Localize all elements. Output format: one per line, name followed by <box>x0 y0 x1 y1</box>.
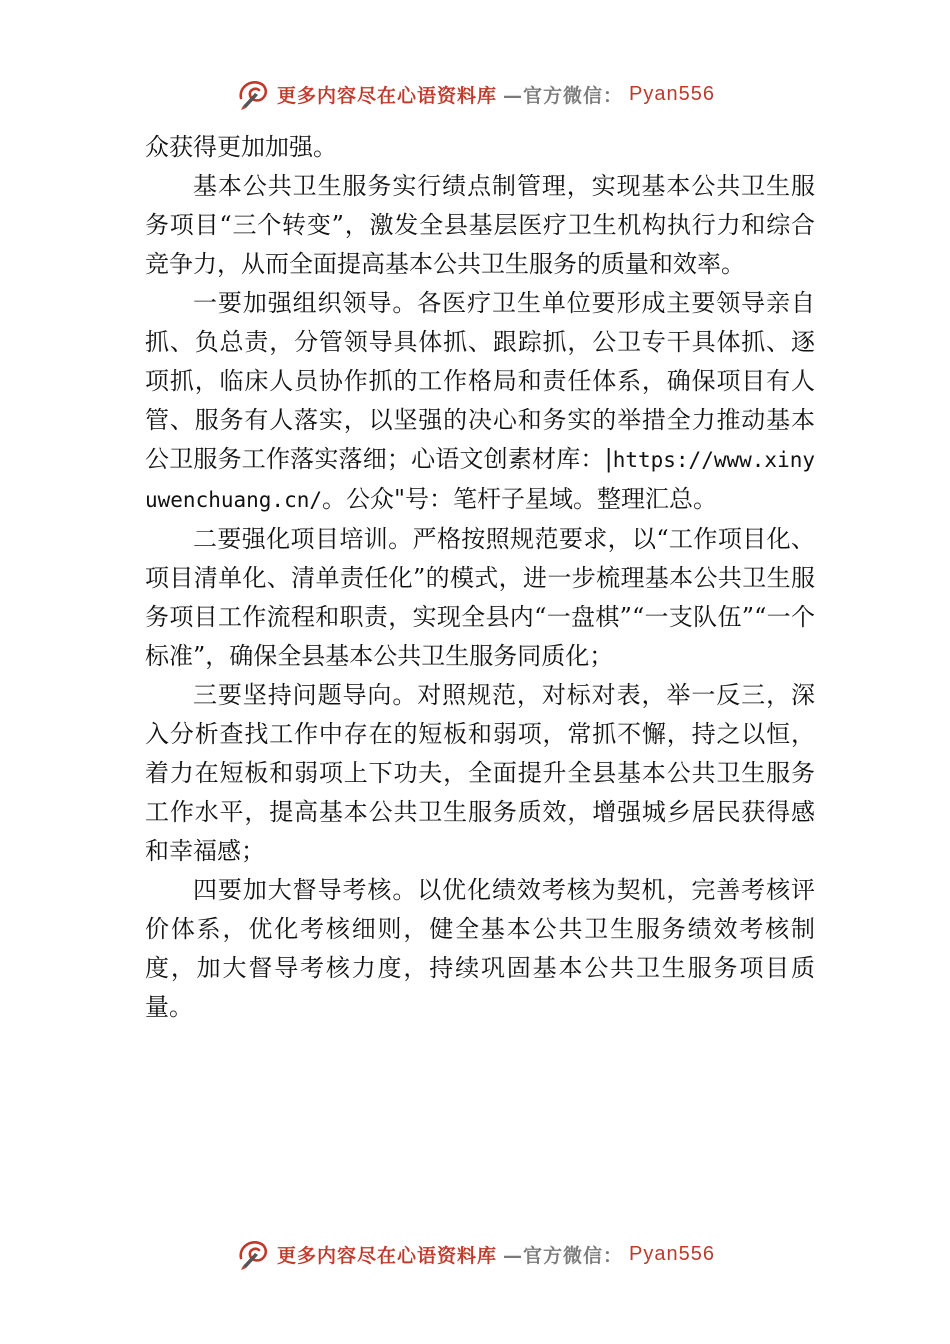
paragraph-continuation: 众获得更加加强。 <box>145 133 337 161</box>
header-watermark <box>0 74 950 114</box>
pen-swirl-logo-icon <box>235 76 271 112</box>
document-body <box>145 128 815 1027</box>
watermark-wechat-label: —官方微信： <box>503 84 624 107</box>
source-url-link[interactable]: https://www.xinyuwenchuang.cn/ <box>145 448 815 512</box>
watermark-wechat-id: Pyan556 <box>629 1242 715 1265</box>
paragraph-training: 二要强化项目培训。严格按照规范要求，以“工作项目化、项目清单化、清单责任化”的模式，进一步梳理基本公共卫生服务项目工作流程和职责，实现全县内“一盘棋”“一支队伍”“一个标准”，确保全县基本公共卫生服务同质化； <box>145 525 815 670</box>
watermark-library-text: 更多内容尽在心语资料库 <box>277 1244 498 1267</box>
paragraph-supervision: 四要加大督导考核。以优化绩效考核为契机，完善考核评价体系，优化考核细则，健全基本公共卫生服务绩效考核制度，加大督导考核力度，持续巩固基本公共卫生服务项目质量。 <box>145 876 815 1021</box>
paragraph-problem-oriented: 三要坚持问题导向。对照规范，对标对表，举一反三，深入分析查找工作中存在的短板和弱项，常抓不懈，持之以恒，着力在短板和弱项上下功夫，全面提升全县基本公共卫生服务工作水平，提高基本公共卫生服务质效，增强城乡居民获得感和幸福感； <box>145 681 815 865</box>
paragraph-organization-tail: 。公众"号：笔杆子星域。整理汇总。 <box>322 485 718 513</box>
watermark-wechat-id: Pyan556 <box>629 82 715 105</box>
footer-watermark <box>0 1234 950 1274</box>
watermark-library-text: 更多内容尽在心语资料库 <box>277 84 498 107</box>
paragraph-organization-text: 一要加强组织领导。各医疗卫生单位要形成主要领导亲自抓、负总责，分管领导具体抓、跟踪抓，公卫专干具体抓、逐项抓，临床人员协作抓的工作格局和责任体系，确保项目有人管、服务有人落实，以坚强的决心和务实的举措全力推动基本公卫服务工作落实落细；心语文创素材库：| <box>145 289 815 473</box>
paragraph-intro: 基本公共卫生服务实行绩点制管理，实现基本公共卫生服务项目“三个转变”，激发全县基层医疗卫生机构执行力和综合竞争力，从而全面提高基本公共卫生服务的质量和效率。 <box>145 172 815 278</box>
watermark-wechat-label: —官方微信： <box>503 1244 624 1267</box>
paragraph-organization <box>145 284 815 520</box>
pen-swirl-logo-icon <box>235 1236 271 1272</box>
